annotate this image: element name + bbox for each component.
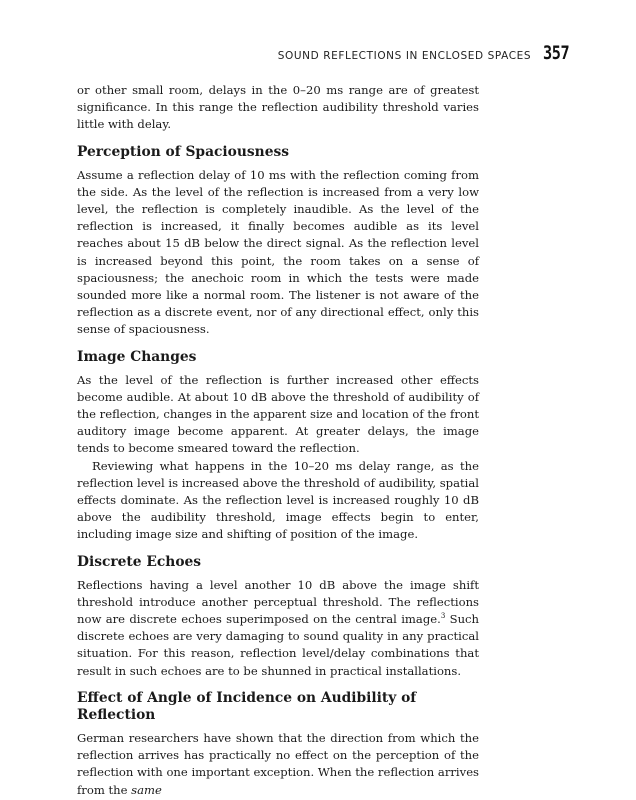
page-number: 357 — [543, 42, 570, 64]
running-title: SOUND REFLECTIONS IN ENCLOSED SPACES — [277, 50, 532, 62]
paragraph-delay-review: Reviewing what happens in the 10–20 ms delay range, as the reflection level is increased above the threshold of audibility, spatial effects dominate. As the reflection level is increased roughly 10 dB above the audibility threshold, image effects begin to enter, including image size and shifting of position of the image. — [77, 458, 479, 542]
discrete-echoes-text-part1: Reflections having a level another 10 dB above the image shift threshold introduce another perceptual threshold. The reflections now are discrete echoes superimposed on the central image. — [77, 577, 479, 627]
paragraph-image-changes: As the level of the reflection is further increased other effects become audible. At about 10 dB above the threshold of audibility of the reflection, changes in the apparent size and location of the front auditory image become apparent. At greater delays, the image tends to become smeared toward the reflection. — [77, 372, 479, 456]
paragraph-spaciousness: Assume a reflection delay of 10 ms with the reflection coming from the side. As the level of the reflection is increased from a very low level, the reflection is completely inaudible. As the level of the reflection is increased, it finally becomes audible as its level reaches about 15 dB below the direct signal. As the reflection level is increased beyond this point, the room takes on a sense of spaciousness; the anechoic room in which the tests were made sounded more like a normal room. The listener is not aware of the reflection as a discrete event, nor of any directional effect, only this sense of spaciousness. — [77, 167, 479, 337]
emphasis-same: same — [131, 782, 162, 797]
heading-image-changes: Image Changes — [77, 348, 197, 365]
heading-discrete-echoes: Discrete Echoes — [77, 553, 202, 570]
running-head — [278, 42, 576, 64]
paragraph-continuation: or other small room, delays in the 0–20 ms range are of greatest significance. In this range the reflection audibility threshold varies little with delay. — [77, 83, 479, 132]
footnote-reference: 3 — [440, 612, 446, 621]
paragraph-angle-of-incidence — [77, 730, 479, 799]
heading-angle-of-incidence: Effect of Angle of Incidence on Audibility of Reflection — [77, 689, 417, 723]
page-body — [77, 82, 479, 799]
discrete-echoes-text-part2: Such discrete echoes are very damaging to sound quality in any practical situation. For this reason, reflection level/delay combinations that result in such echoes are to be shunned in practical installations. — [77, 612, 479, 678]
angle-text: German researchers have shown that the direction from which the reflection arrives has practically no effect on the perception of the reflection with one important exception. When the reflection arrives from the — [77, 730, 479, 797]
paragraph-discrete-echoes — [77, 577, 479, 680]
heading-perception-of-spaciousness: Perception of Spaciousness — [77, 143, 290, 160]
